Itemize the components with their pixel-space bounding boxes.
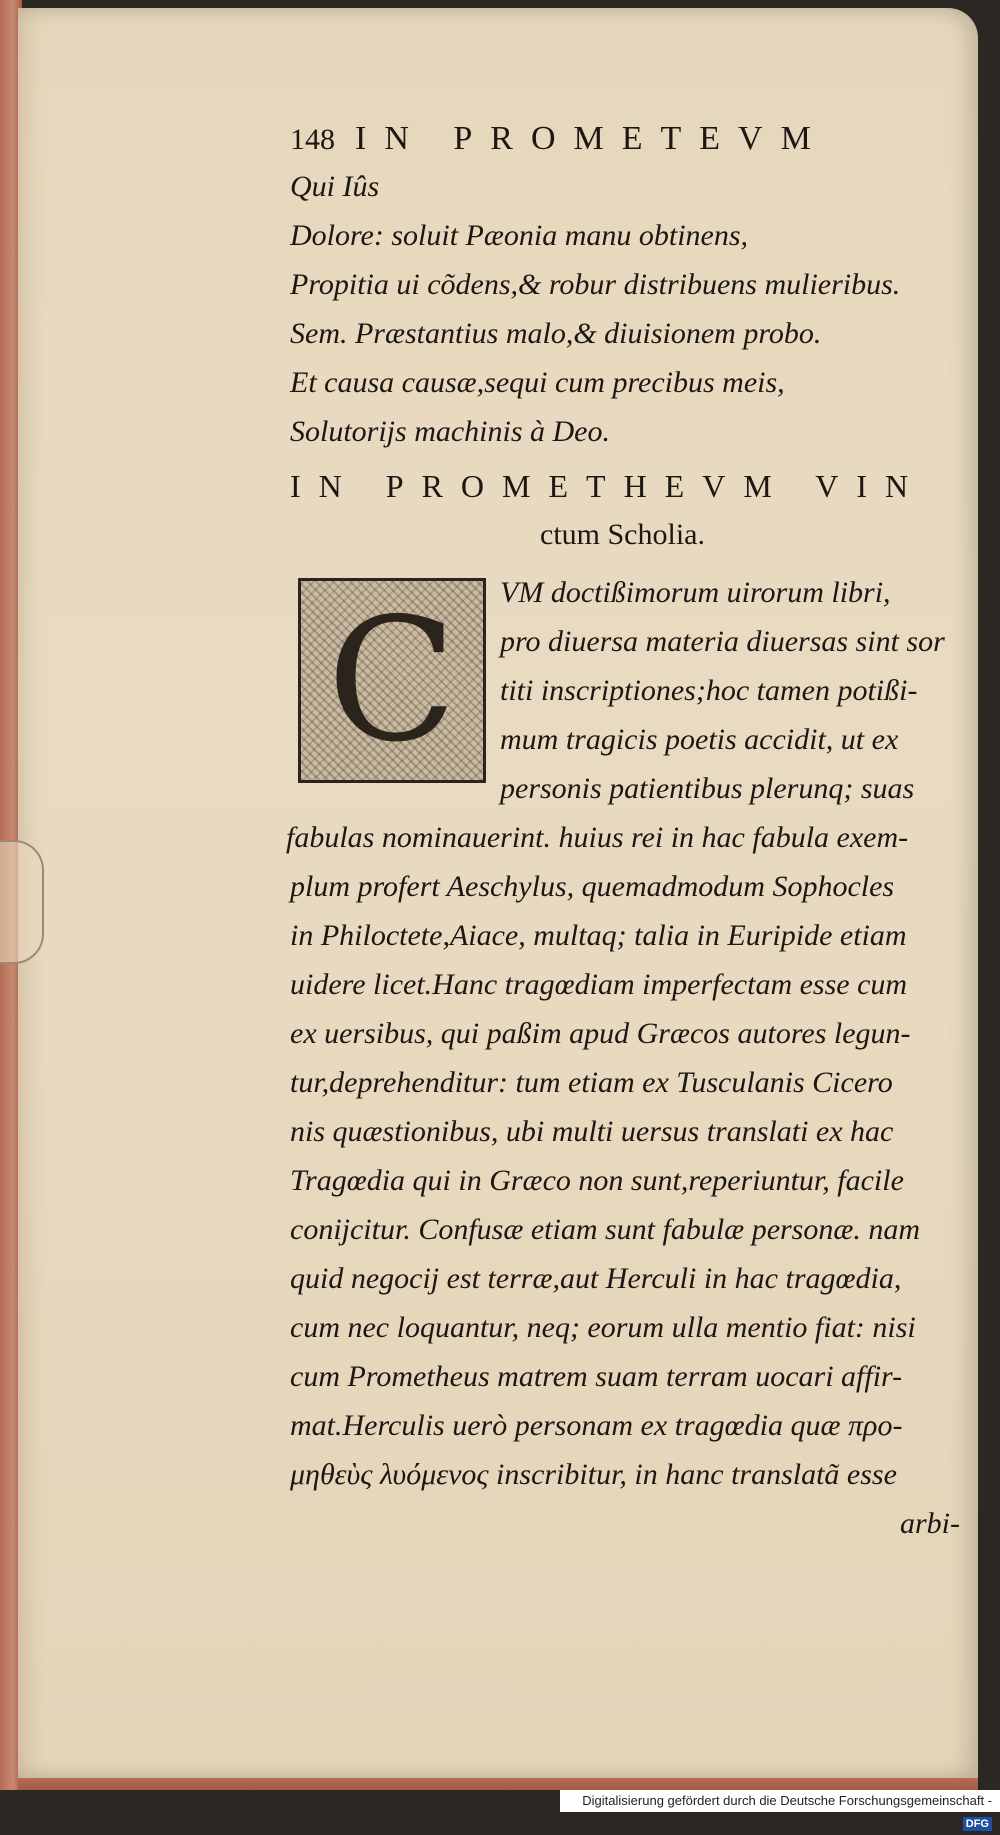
body-line: in Philoctete,Aiace, multaq; talia in Euripide etiam <box>290 919 907 952</box>
body-line: titi inscriptiones;hoc tamen potißi- <box>500 674 918 707</box>
body-line: μηθεὺς λυόμενος inscribitur, in hanc translatã esse <box>290 1458 897 1491</box>
decorated-initial <box>298 578 486 783</box>
body-line: cum Prometheus matrem suam terram uocari affir- <box>290 1360 903 1393</box>
section-title: IN PROMETHEVM VIN <box>290 468 927 504</box>
body-line: personis patientibus plerunq; suas <box>500 772 915 805</box>
body-line: tur,deprehenditur: tum etiam ex Tusculanis Cicero <box>290 1066 893 1099</box>
body-line: conijcitur. Confusæ etiam sunt fabulæ personæ. nam <box>290 1213 921 1246</box>
body-line: pro diuersa materia diuersas sint sor <box>500 625 945 658</box>
page-number: 148 <box>290 123 335 156</box>
body-line: mat.Herculis uerò personam ex tragœdia quæ προ- <box>290 1409 903 1442</box>
initial-letter: C <box>326 581 458 780</box>
page-clip <box>0 840 44 964</box>
catchword: arbi- <box>900 1507 960 1540</box>
body-text <box>286 568 960 1548</box>
footer-text: Digitalisierung gefördert durch die Deutsche Forschungsgemeinschaft - <box>582 1793 992 1808</box>
body-line: fabulas nominauerint. huius rei in hac fabula exem- <box>286 821 909 854</box>
verse-block <box>290 162 960 456</box>
verse-line: Sem. Præstantius malo,& diuisionem probo. <box>290 317 822 350</box>
dfg-logo: DFG <box>963 1817 992 1831</box>
body-line: Tragœdia qui in Græco non sunt,reperiuntur, facile <box>290 1164 904 1197</box>
verse-line: Qui Iûs <box>290 170 380 203</box>
body-line: VM doctißimorum uirorum libri, <box>500 576 891 609</box>
body-line: uidere licet.Hanc tragœdiam imperfectam esse cum <box>290 968 908 1001</box>
header-title: IN PROMETEVM <box>355 120 829 157</box>
body-line: nis quæstionibus, ubi multi uersus translati ex hac <box>290 1115 894 1148</box>
verse-line: Dolore: soluit Pæonia manu obtinens, <box>290 219 749 252</box>
body-line: quid negocij est terræ,aut Herculi in hac tragœdia, <box>290 1262 902 1295</box>
running-header <box>290 120 960 158</box>
verse-line: Propitia ui cõdens,& robur distribuens mulieribus. <box>290 268 901 301</box>
body-line: ex uersibus, qui paßim apud Græcos autores legun- <box>290 1017 911 1050</box>
page-text <box>286 120 960 1548</box>
verse-line: Et causa causæ,sequi cum precibus meis, <box>290 366 785 399</box>
body-line: cum nec loquantur, neq; eorum ulla mentio fiat: nisi <box>290 1311 916 1344</box>
section-subtitle: ctum Scholia. <box>540 518 705 551</box>
body-line: plum profert Aeschylus, quemadmodum Sophocles <box>290 870 895 903</box>
digitization-footer <box>560 1790 1000 1830</box>
verse-line: Solutorijs machinis à Deo. <box>290 415 610 448</box>
body-line: mum tragicis poetis accidit, ut ex <box>500 723 899 756</box>
